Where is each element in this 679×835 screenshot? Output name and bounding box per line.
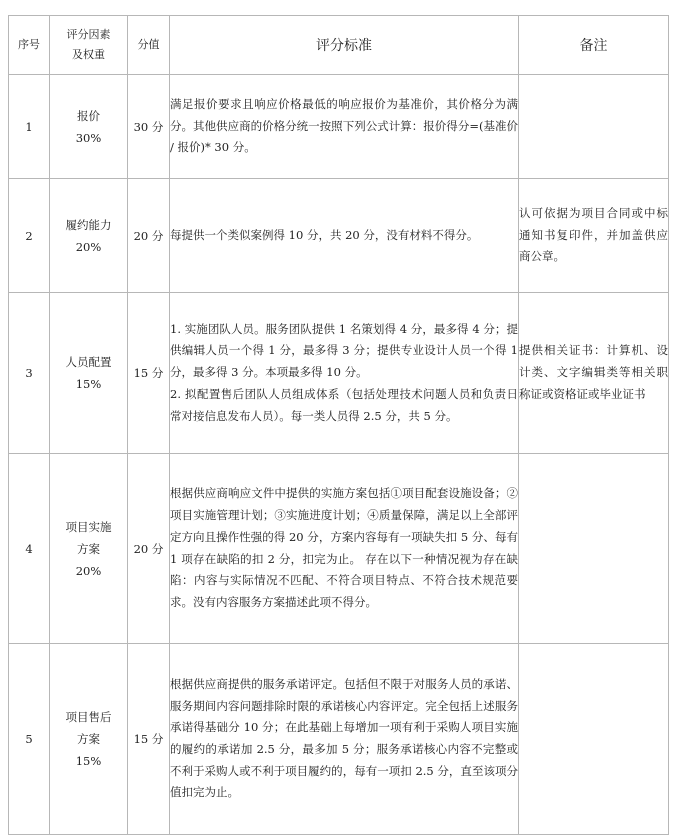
row-number: 5 bbox=[9, 644, 50, 835]
factor-cell bbox=[50, 454, 128, 644]
factor-label-line2: 方案 bbox=[77, 732, 100, 746]
note-text bbox=[519, 75, 669, 179]
note-text: 提供相关证书：计算机、设计类、文字编辑类等相关职称证或资格证或毕业证书 bbox=[519, 293, 669, 454]
score-value: 15 分 bbox=[128, 293, 170, 454]
table-row bbox=[9, 454, 669, 644]
score-value: 20 分 bbox=[128, 179, 170, 293]
standard-item-1: 1. 实施团队人员。服务团队提供 1 名策划得 4 分，最多得 4 分；提供编辑人员一个得 1 分，最多得 3 分；提供专业设计人员一个得 1 分，最多得 3 分。本项最多得 10 分。 bbox=[170, 321, 518, 380]
header-standard: 评分标准 bbox=[170, 16, 519, 75]
note-text bbox=[519, 454, 669, 644]
row-number: 4 bbox=[9, 454, 50, 644]
factor-label: 履约能力 bbox=[65, 217, 112, 232]
standard-item-2: 2. 拟配置售后团队人员组成体系（包括处理技术问题人员和负责日常对接信息发布人员）。每一类人员得 2.5 分，共 5 分。 bbox=[170, 386, 518, 423]
factor-weight: 15% bbox=[75, 754, 102, 768]
header-factor: 评分因素 及权重 bbox=[50, 16, 128, 75]
table-row bbox=[9, 179, 669, 293]
standard-text: 每提供一个类似案例得 10 分，共 20 分，没有材料不得分。 bbox=[170, 179, 519, 293]
table-row bbox=[9, 644, 669, 835]
table-row bbox=[9, 75, 669, 179]
header-score: 分值 bbox=[128, 16, 170, 75]
factor-cell bbox=[50, 644, 128, 835]
factor-label-line2: 方案 bbox=[77, 541, 100, 556]
row-number: 1 bbox=[9, 75, 50, 179]
standard-text: 根据供应商响应文件中提供的实施方案包括①项目配套设施设备；②项目实施管理计划；③实施进度计划；④质量保障，满足以上全部评定方向且操作性强的得 20 分，方案内容每有一项缺失扣 5 分、每有 1 项存在缺陷的扣 2 分，扣完为止。 存在以下一种情况视为存在缺陷：内容与实际情况不匹配、不符合项目特点、不符合技术规范要求。没有内容服务方案描述此项不得分。 bbox=[170, 454, 519, 644]
note-text: 认可依据为项目合同或中标通知书复印件，并加盖供应商公章。 bbox=[519, 179, 669, 293]
row-number: 3 bbox=[9, 293, 50, 454]
factor-cell bbox=[50, 293, 128, 454]
factor-cell bbox=[50, 75, 128, 179]
scoring-table bbox=[8, 15, 669, 835]
header-row bbox=[9, 16, 669, 75]
factor-cell bbox=[50, 179, 128, 293]
row-number: 2 bbox=[9, 179, 50, 293]
header-note: 备注 bbox=[519, 16, 669, 75]
standard-text: 根据供应商提供的服务承诺评定。包括但不限于对服务人员的承诺、服务期间内容问题排除时限的承诺核心内容评定。完全包括上述服务承诺得基础分 10 分；在此基础上每增加一项有利于采购人项目实施的履约的承诺加 2.5 分，最多加 5 分；服务承诺核心内容不完整或不利于采购人或不利于项目履约的，每有一项扣 2.5 分，直至该项分值扣完为止。 bbox=[170, 644, 519, 835]
factor-weight: 20% bbox=[75, 239, 102, 254]
factor-label: 人员配置 bbox=[65, 355, 112, 369]
factor-weight: 20% bbox=[75, 563, 102, 578]
standard-text bbox=[170, 293, 519, 454]
factor-weight: 15% bbox=[75, 377, 102, 391]
score-value: 30 分 bbox=[128, 75, 170, 179]
score-value: 15 分 bbox=[128, 644, 170, 835]
factor-label-line1: 项目实施 bbox=[65, 519, 112, 534]
factor-weight: 30% bbox=[75, 130, 102, 145]
table-row bbox=[9, 293, 669, 454]
standard-text: 满足报价要求且响应价格最低的响应报价为基准价，其价格分为满分。其他供应商的价格分统一按照下列公式计算：报价得分=(基准价 / 报价)* 30 分。 bbox=[170, 75, 519, 179]
header-no: 序号 bbox=[9, 16, 50, 75]
factor-label-line1: 项目售后 bbox=[65, 710, 112, 724]
factor-label: 报价 bbox=[77, 108, 100, 123]
score-value: 20 分 bbox=[128, 454, 170, 644]
note-text bbox=[519, 644, 669, 835]
